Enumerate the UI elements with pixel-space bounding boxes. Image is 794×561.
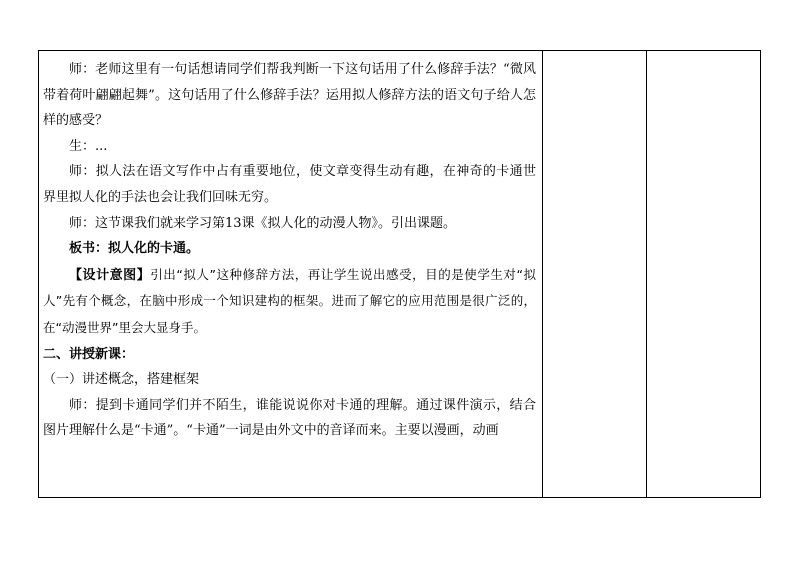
- design-intent-text: 引出“拟人”这种修辞方法，再让学生说出感受，目的是使学生对“拟人”先有个概念，在脑中形成一个知识建构的框架。进而了解它的应用范围是很广泛的，在“动漫世界”里会大显身手。: [43, 266, 536, 335]
- blackboard-title: 板书：拟人化的卡通。: [69, 241, 200, 257]
- teacher-question-paragraph: 师：老师这里有一句话想请同学们帮我判断一下这句话用了什么修辞手法？“微风带着荷叶翩翩起舞”。这句话用了什么修辞手法？运用拟人修辞方法的语文句子给人怎样的感受？: [43, 62, 536, 129]
- lesson-content-cell: [43, 57, 536, 444]
- design-intent-label: 【设计意图】: [69, 267, 151, 283]
- lesson-plan-table: [38, 50, 761, 498]
- subsection-heading: （一）讲述概念，搭建框架: [43, 372, 200, 388]
- student-response-paragraph: 生：...: [69, 138, 108, 154]
- teacher-personification-paragraph: 师：拟人法在语文写作中占有重要地位，使文章变得生动有趣，在神奇的卡通世界里拟人化的手法也会让我们回味无穷。: [43, 164, 536, 205]
- teacher-lesson-intro-paragraph: 师：这节课我们就来学习第13课《拟人化的动漫人物》。引出课题。: [69, 215, 457, 231]
- section-heading: 二、讲授新课：: [43, 346, 135, 362]
- column-divider-2: [646, 51, 647, 497]
- design-intent-paragraph: [43, 262, 536, 342]
- column-divider-1: [542, 51, 543, 497]
- teacher-cartoon-paragraph: 师：提到卡通同学们并不陌生，谁能说说你对卡通的理解。通过课件演示，结合图片理解什么是“卡通”。“卡通”一词是由外文中的音译而来。主要以漫画，动画: [43, 397, 536, 439]
